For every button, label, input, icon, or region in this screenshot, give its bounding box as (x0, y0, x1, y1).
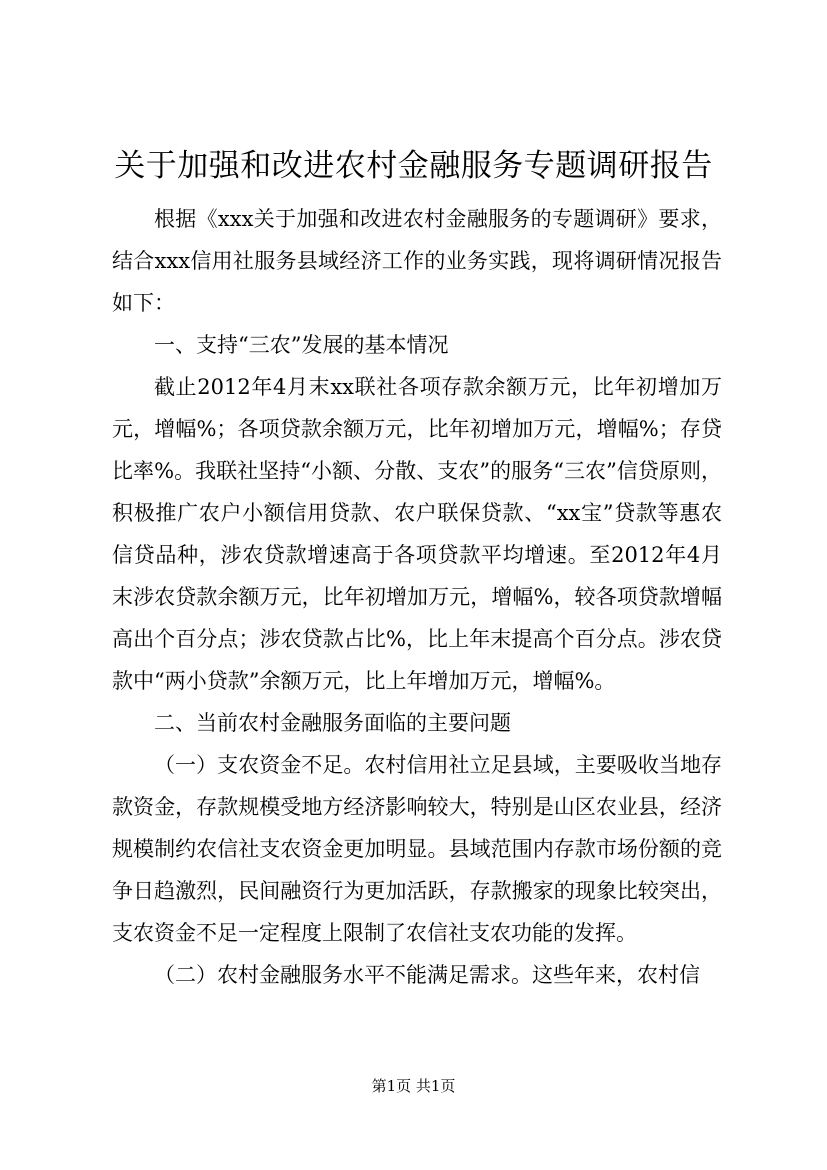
document-title: 关于加强和改进农村金融服务专题调研报告 (114, 148, 713, 184)
section-1-heading: 一、支持“三农”发展的基本情况 (154, 333, 449, 357)
document-body (112, 198, 722, 996)
problem-1-paragraph: （一）支农资金不足。农村信用社立足县域，主要吸收当地存款资金，存款规模受地方经济影响较大，特别是山区农业县，经济规模制约农信社支农资金更加明显。县域范围内存款市场份额的竞争日趋激烈，民间融资行为更加活跃，存款搬家的现象比较突出，支农资金不足一定程度上限制了农信社支农功能的发挥。 (112, 753, 722, 945)
problem-2-paragraph: （二）农村金融服务水平不能满足需求。这些年来，农村信 (154, 963, 700, 987)
section-2-heading: 二、当前农村金融服务面临的主要问题 (154, 711, 511, 735)
page-number-footer: 第1页 共1页 (371, 1077, 456, 1095)
intro-paragraph: 根据《xxx关于加强和改进农村金融服务的专题调研》要求，结合xxx信用社服务县域经济工作的业务实践，现将调研情况报告如下： (112, 207, 722, 315)
section-1-paragraph: 截止2012年4月末xx联社各项存款余额万元，比年初增加万元，增幅%；各项贷款余额万元，比年初增加万元，增幅%；存贷比率%。我联社坚持“小额、分散、支农”的服务“三农”信贷原则，积极推广农户小额信用贷款、农户联保贷款、“xx宝”贷款等惠农信贷品种，涉农贷款增速高于各项贷款平均增速。至2012年4月末涉农贷款余额万元，比年初增加万元，增幅%，较各项贷款增幅高出个百分点；涉农贷款占比%，比上年末提高个百分点。涉农贷款中“两小贷款”余额万元，比上年增加万元，增幅%。 (112, 375, 722, 693)
